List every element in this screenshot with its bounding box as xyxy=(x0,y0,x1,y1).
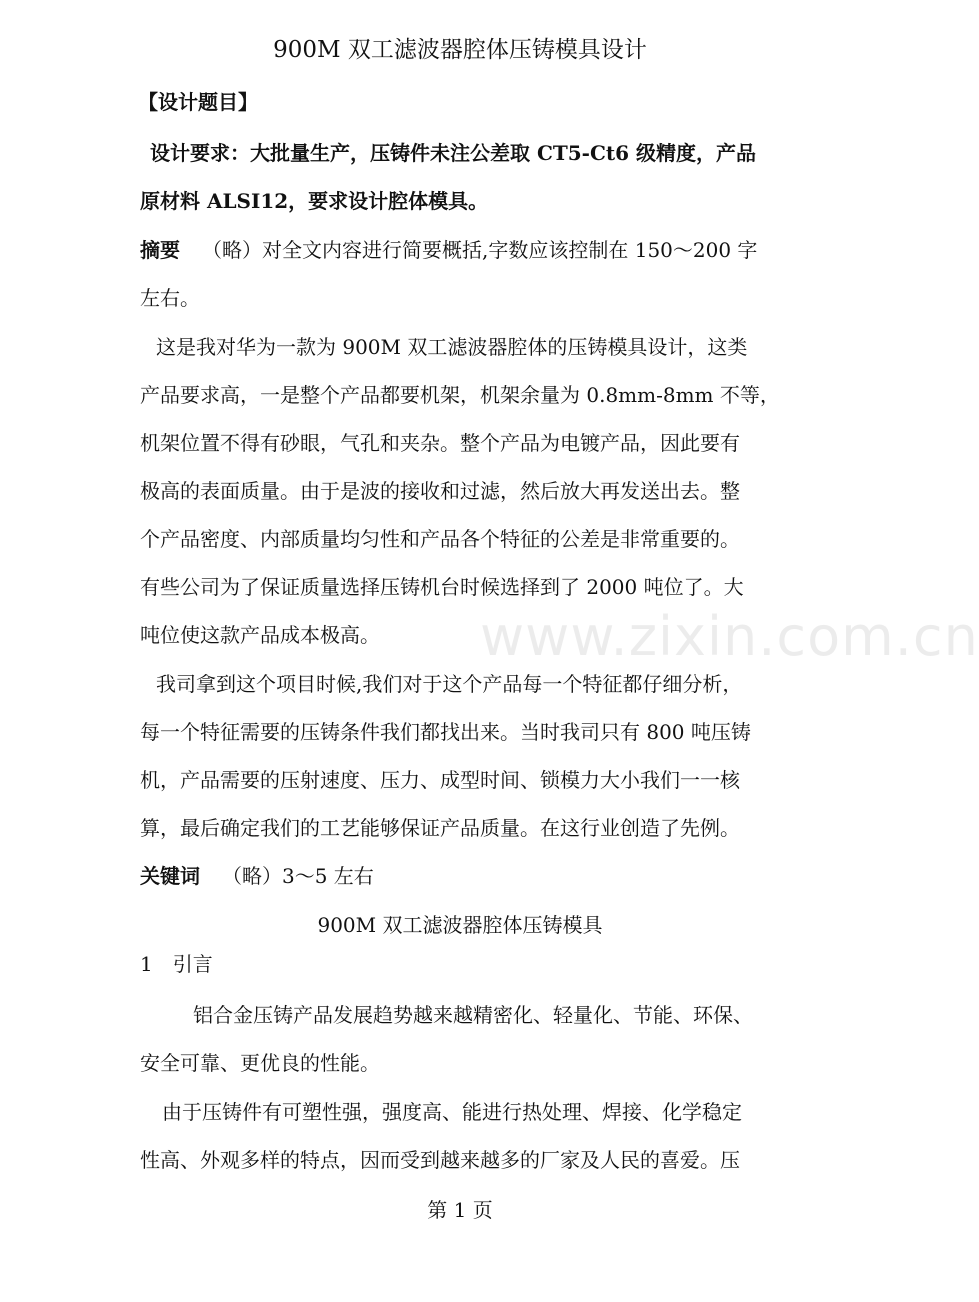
body-para2-line-1: 我司拿到这个项目时候,我们对于这个产品每一个特征都仔细分析， xyxy=(156,672,743,696)
document-title: 900M 双工滤波器腔体压铸模具设计 xyxy=(273,37,647,63)
body-para1-line-2: 产品要求高，一是整个产品都要机架，机架余量为 0.8mm-8mm 不等， xyxy=(140,383,780,407)
body-para2-line-4: 算，最后确定我们的工艺能够保证产品质量。在这行业创造了先例。 xyxy=(140,816,740,840)
section1-para2-line-2: 性高、外观多样的特点，因而受到越来越多的厂家及人民的喜爱。压 xyxy=(140,1148,740,1172)
requirement-line-1: 设计要求：大批量生产，压铸件未注公差取 CT5-Ct6 级精度，产品 xyxy=(150,141,757,165)
abstract-line-1 xyxy=(140,238,790,262)
keywords-label: 关键词 xyxy=(140,864,200,888)
keywords-text: （略）3～5 左右 xyxy=(222,864,374,888)
body-para1-line-5: 个产品密度、内部质量均匀性和产品各个特征的公差是非常重要的。 xyxy=(140,527,740,551)
body-para2-line-2: 每一个特征需要的压铸条件我们都找出来。当时我司只有 800 吨压铸 xyxy=(140,720,751,744)
body-para1-line-4: 极高的表面质量。由于是波的接收和过滤，然后放大再发送出去。整 xyxy=(140,479,740,503)
body-para1-line-7: 吨位使这款产品成本极高。 xyxy=(140,623,380,647)
body-para1-line-6: 有些公司为了保证质量选择压铸机台时候选择到了 2000 吨位了。大 xyxy=(140,575,744,599)
body-para1-line-3: 机架位置不得有砂眼，气孔和夹杂。整个产品为电镀产品，因此要有 xyxy=(140,431,740,455)
section1-para2-line-1: 由于压铸件有可塑性强，强度高、能进行热处理、焊接、化学稳定 xyxy=(162,1100,742,1124)
section1-para1-line-1: 铝合金压铸产品发展趋势越来越精密化、轻量化、节能、环保、 xyxy=(193,1003,753,1027)
body-para1-line-1: 这是我对华为一款为 900M 双工滤波器腔体的压铸模具设计，这类 xyxy=(156,335,748,359)
section-heading: 【设计题目】 xyxy=(138,90,258,114)
abstract-label: 摘要 xyxy=(140,238,180,262)
abstract-text: （略）对全文内容进行简要概括,字数应该控制在 150～200 字 xyxy=(202,238,758,262)
requirement-line-2: 原材料 ALSI12，要求设计腔体模具。 xyxy=(140,189,489,213)
section1-heading: 1 引言 xyxy=(140,952,213,976)
page-number-footer: 第 1 页 xyxy=(427,1198,493,1222)
abstract-line-2: 左右。 xyxy=(140,286,200,310)
document-subtitle: 900M 双工滤波器腔体压铸模具 xyxy=(317,913,603,937)
keywords-line xyxy=(140,864,790,888)
section1-para1-line-2: 安全可靠、更优良的性能。 xyxy=(140,1051,380,1075)
watermark: www.zixin.com.cn xyxy=(480,605,979,668)
body-para2-line-3: 机，产品需要的压射速度、压力、成型时间、锁模力大小我们一一核 xyxy=(140,768,740,792)
